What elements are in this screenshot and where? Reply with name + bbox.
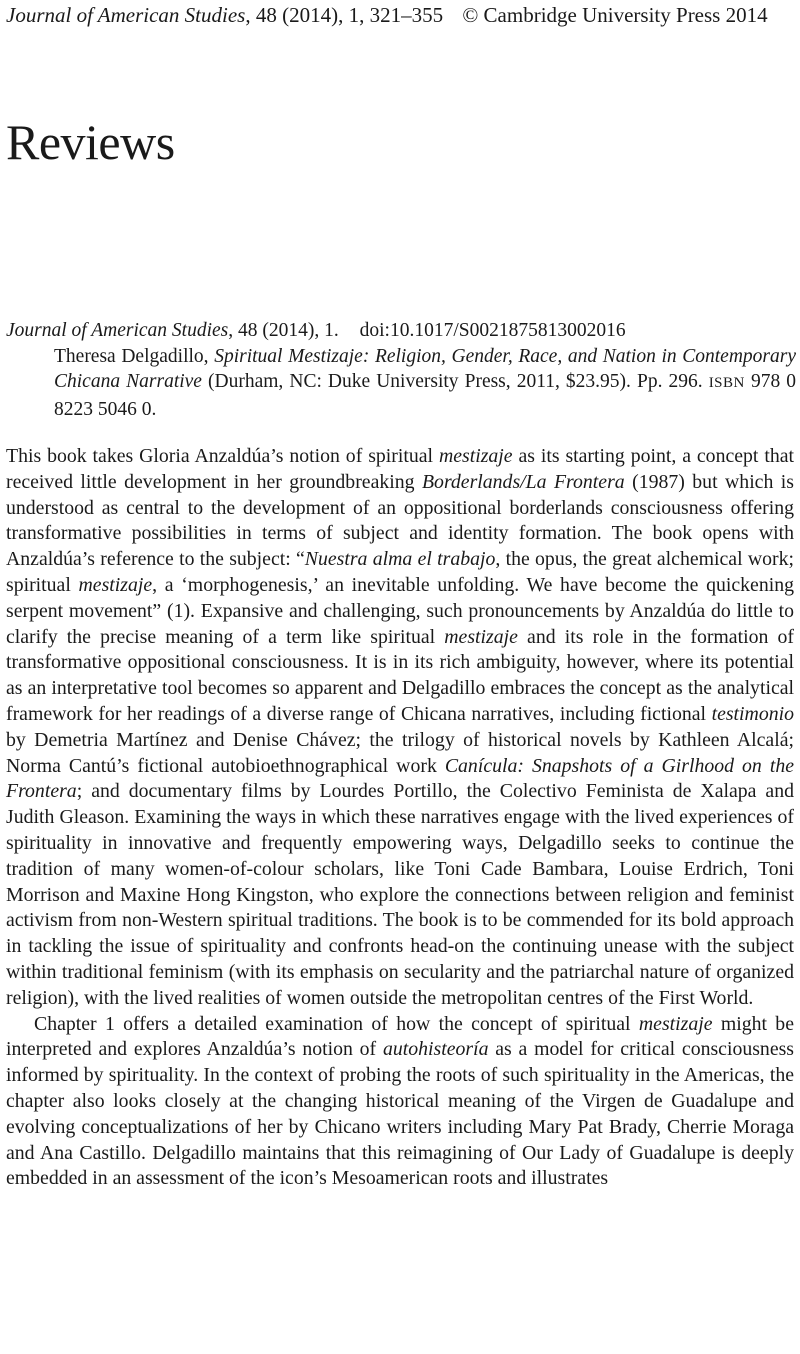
- citation-block: [6, 318, 796, 422]
- p1-text-2: as its starting point, a concept that received little development in her groundbreaking: [6, 445, 794, 493]
- citation-doi: doi:10.1017/S0021875813002016: [359, 320, 626, 341]
- p1-italic-2: Borderlands/La Frontera: [421, 470, 625, 493]
- book-reference: [54, 344, 796, 423]
- p1-text-7: by Demetria Martínez and Denise Chávez; the trilogy of historical novels by Kathleen Alcalá; Norma Cantú’s fictional autobioethnographical work: [6, 728, 794, 777]
- p1-italic-6: testimonio: [711, 702, 794, 725]
- paragraph-1: [6, 444, 794, 1012]
- p1-italic-5: mestizaje: [444, 625, 518, 648]
- running-head: Journal of American Studies, 48 (2014), 1, 321–355 © Cambridge University Press 2014: [6, 3, 768, 27]
- p2-text-3: as a model for critical consciousness informed by spirituality. In the context of probing the roots of such spirituality in the Americas, the chapter also looks closely at the changing historical meaning of the Virgen de Guadalupe and evolving conceptualizations of her by Chicano writers including Mary Pat Brady, Cherrie Moraga and Ana Castillo. Delgadillo maintains that this reimagining of Our Lady of Guadalupe is deeply embedded in an assessment of the icon’s Mesoamerican roots and illustrates: [6, 1038, 794, 1190]
- section-title: Reviews: [6, 114, 175, 170]
- book-publisher: (Durham, NC: Duke University Press, 2011, $23.95). Pp. 296.: [208, 371, 703, 392]
- running-head-copyright: © Cambridge University Press 2014: [462, 3, 768, 27]
- p2-italic-2: autohisteoría: [382, 1038, 489, 1061]
- review-body: [6, 444, 794, 1192]
- citation-volume: 48: [238, 320, 258, 341]
- p1-italic-7: Canícula: Snapshots of a Girlhood on the Frontera: [6, 754, 794, 803]
- p1-text-3: (1987) but which is understood as central to the development of an oppositional borderlands consciousness offering transformative possibilities in terms of subject and identity formation. The book opens with Anzaldúa’s reference to the subject: “: [6, 470, 794, 571]
- book-title: Spiritual Mestizaje: Religion, Gender, Race, and Nation in Contemporary Chicana Narrative: [54, 345, 797, 392]
- citation-line: Journal of American Studies, 48 (2014), 1. doi:10.1017/S0021875813002016: [6, 320, 626, 341]
- book-author: Theresa Delgadillo,: [54, 345, 209, 367]
- p1-italic-3: Nuestra alma el trabajo: [304, 548, 496, 571]
- p2-text-2: might be interpreted and explores Anzaldúa’s notion of: [6, 1012, 794, 1061]
- p1-text-6: and its role in the formation of transformative oppositional consciousness. It is in its rich ambiguity, however, where its potential as an interpretative tool becomes so apparent and Delgadillo embraces the concept as the analytical framework for her readings of a diverse range of Chicana narratives, including fictional: [6, 625, 794, 725]
- citation-journal: Journal of American Studies: [6, 320, 229, 341]
- running-head-journal: Journal of American Studies: [6, 3, 246, 27]
- p2-text-1: Chapter 1 offers a detailed examination of how the concept of spiritual: [34, 1012, 639, 1035]
- p1-italic-4: mestizaje: [78, 573, 153, 596]
- paragraph-2: [6, 1012, 794, 1193]
- running-head-volume: 48: [255, 3, 277, 27]
- p2-italic-1: mestizaje: [638, 1012, 713, 1035]
- p1-text-4: , the opus, the great alchemical work; spiritual: [6, 548, 794, 596]
- citation-issue: (2014), 1.: [262, 320, 339, 341]
- p1-text-1: This book takes Gloria Anzaldúa’s notion of spiritual: [6, 445, 439, 467]
- p1-text-8: ; and documentary films by Lourdes Portillo, the Colectivo Feminista de Xalapa and Judith Gleason. Examining the ways in which these narratives engage with the lived experiences of spirituality in innovative and frequently empowering ways, Delgadillo seeks to continue the tradition of many women-of-colour scholars, like Toni Cade Bambara, Louise Erdrich, Toni Morrison and Maxine Hong Kingston, who explore the connections between religion and feminist activism from non-Western spiritual traditions. The book is to be commended for its bold approach in tackling the issue of spirituality and confronts head-on the continuing unease with the subject within traditional feminism (with its emphasis on secularity and the patriarchal nature of organized religion), with the lived realities of women outside the metropolitan centres of the First World.: [6, 780, 794, 1009]
- isbn-label: ISBN: [708, 375, 745, 391]
- book-isbn: 978 0 8223 5046 0.: [54, 371, 796, 420]
- running-head-issue-pages: (2014), 1, 321–355: [282, 3, 444, 27]
- p1-italic-1: mestizaje: [438, 445, 513, 467]
- p1-text-5: , a ‘morphogenesis,’ an inevitable unfolding. We have become the quickening serpent movement” (1). Expansive and challenging, such pronouncements by Anzaldúa do little to clarify the precise meaning of a term like spiritual: [6, 573, 794, 648]
